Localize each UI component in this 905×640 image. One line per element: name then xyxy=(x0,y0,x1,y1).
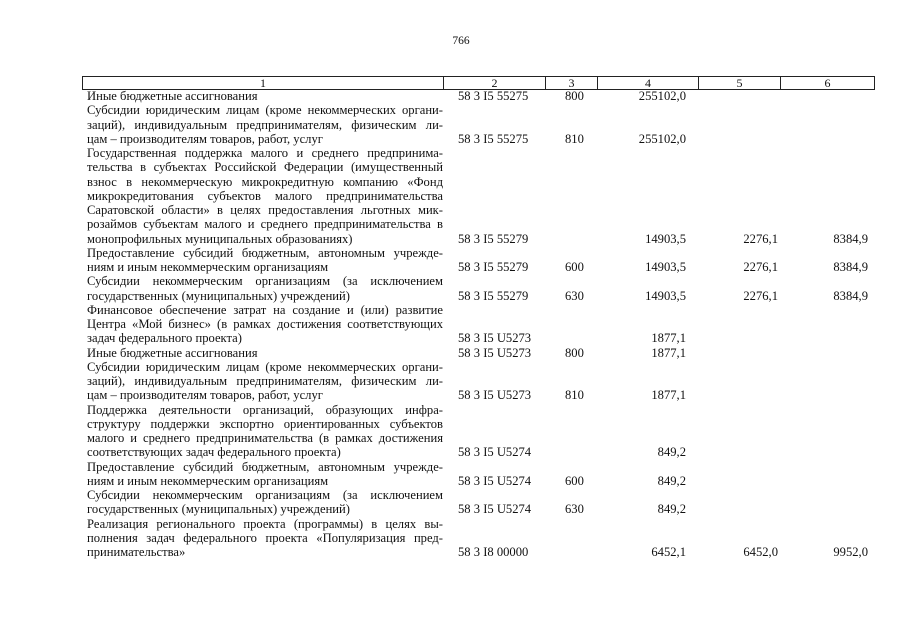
row-description: Субсидии некоммерческим организациям (за исключением xyxy=(87,274,443,289)
row-description: полнения задач федерального проекта «Популяризация пред- xyxy=(87,530,443,545)
row-description: заций), индивидуальным предпринимателям, физическим ли- xyxy=(87,117,443,132)
expense-type: 800 xyxy=(565,345,584,360)
row-description: соответствующих задач федерального проекта) xyxy=(87,445,341,460)
row-description: Предоставление субсидий бюджетным, автономным учрежде- xyxy=(87,245,443,260)
row-description: ниям и иным некоммерческим организациям xyxy=(87,473,329,488)
header-col-3: 3 xyxy=(546,77,598,89)
amount-col-6: 9952,0 xyxy=(833,545,868,559)
amount-col-4: 1877,1 xyxy=(651,388,686,403)
amount-col-5: 2276,1 xyxy=(743,288,778,303)
expense-type: 810 xyxy=(565,388,584,403)
amount-col-4: 849,2 xyxy=(657,445,686,460)
header-col-1: 1 xyxy=(83,77,444,89)
row-description: взнос в некоммерческую микрокредитную компанию «Фонд xyxy=(87,174,443,189)
row-description: микрокредитования субъектов малого предпринимательства xyxy=(87,188,443,203)
amount-col-5: 2276,1 xyxy=(743,260,778,274)
target-code: 58 3 I5 U5273 xyxy=(458,345,532,360)
row-description: государственных (муниципальных) учреждений) xyxy=(87,502,350,517)
row-description: Субсидии некоммерческим организациям (за исключением xyxy=(87,488,443,502)
amount-col-4: 14903,5 xyxy=(645,231,686,246)
row-description: структуру поддержки экспортно ориентированных субъектов xyxy=(87,416,443,431)
target-code: 58 3 I5 55275 xyxy=(458,89,529,103)
row-description: государственных (муниципальных) учреждений) xyxy=(87,288,350,303)
target-code: 58 3 I5 55279 xyxy=(458,231,529,246)
row-description: розаймов субъектам малого и среднего предпринимательства в xyxy=(87,217,443,232)
target-code: 58 3 I5 55279 xyxy=(458,260,529,274)
target-code: 58 3 I5 U5274 xyxy=(458,445,532,460)
row-description: Иные бюджетные ассигнования xyxy=(87,89,258,103)
amount-col-6: 8384,9 xyxy=(833,260,868,274)
header-col-6: 6 xyxy=(824,76,831,90)
target-code: 58 3 I5 U5274 xyxy=(458,502,532,517)
amount-col-4: 255102,0 xyxy=(638,131,686,146)
table-header xyxy=(82,76,875,90)
amount-col-4: 14903,5 xyxy=(645,288,686,303)
row-description: Субсидии юридическим лицам (кроме некоммерческих органи- xyxy=(87,359,443,374)
amount-col-4: 6452,1 xyxy=(651,545,686,559)
row-description: малого и среднего предпринимательства (в рамках достижения xyxy=(87,431,443,445)
row-description: Государственная поддержка малого и среднего предпринима- xyxy=(87,146,443,160)
amount-col-4: 849,2 xyxy=(657,502,686,517)
target-code: 58 3 I5 55275 xyxy=(458,131,529,146)
expense-type: 600 xyxy=(565,473,584,488)
header-col-4: 4 xyxy=(598,77,699,89)
expense-type: 630 xyxy=(565,288,584,303)
header-col-2: 2 xyxy=(444,77,546,89)
amount-col-6: 8384,9 xyxy=(833,288,868,303)
target-code: 58 3 I5 U5273 xyxy=(458,331,532,346)
amount-col-5: 6452,0 xyxy=(743,545,778,559)
row-description: Центра «Мой бизнес» (в рамках достижения соответствующих xyxy=(87,317,443,331)
expense-type: 810 xyxy=(565,131,584,146)
row-description: принимательства» xyxy=(87,545,186,559)
amount-col-4: 1877,1 xyxy=(651,331,686,346)
target-code: 58 3 I8 00000 xyxy=(458,545,529,559)
row-description: ниям и иным некоммерческим организациям xyxy=(87,260,329,274)
page-number: 766 xyxy=(452,35,470,47)
row-description: Реализация регионального проекта (программы) в целях вы- xyxy=(87,516,443,531)
row-description: Иные бюджетные ассигнования xyxy=(87,345,258,360)
target-code: 58 3 I5 55279 xyxy=(458,288,529,303)
header-col-5: 5 xyxy=(699,77,781,89)
row-description: заций), индивидуальным предпринимателям, физическим ли- xyxy=(87,374,443,388)
row-description: тельства в субъектах Российской Федерации (имущественный xyxy=(87,160,443,175)
expense-type: 600 xyxy=(565,260,584,274)
expense-type: 630 xyxy=(565,502,584,517)
amount-col-4: 255102,0 xyxy=(638,89,686,103)
amount-col-4: 14903,5 xyxy=(645,260,686,274)
amount-col-4: 1877,1 xyxy=(651,345,686,360)
row-description: монопрофильных муниципальных образованиях) xyxy=(87,231,353,246)
row-description: Финансовое обеспечение затрат на создание и (или) развитие xyxy=(87,302,443,317)
row-description: Субсидии юридическим лицам (кроме некоммерческих органи- xyxy=(87,103,443,118)
amount-col-5: 2276,1 xyxy=(743,231,778,246)
target-code: 58 3 I5 U5274 xyxy=(458,473,532,488)
row-description: Поддержка деятельности организаций, образующих инфра- xyxy=(87,402,443,417)
amount-col-4: 849,2 xyxy=(657,473,686,488)
row-description: задач федерального проекта) xyxy=(87,331,242,346)
amount-col-6: 8384,9 xyxy=(833,231,868,246)
row-description: Саратовской области» в целях предоставления льготных мик- xyxy=(87,203,443,217)
row-description: цам – производителям товаров, работ, услуг xyxy=(87,388,323,403)
row-description: Предоставление субсидий бюджетным, автономным учрежде- xyxy=(87,459,443,474)
expense-type: 800 xyxy=(565,89,584,103)
target-code: 58 3 I5 U5273 xyxy=(458,388,532,403)
row-description: цам – производителям товаров, работ, услуг xyxy=(87,131,323,146)
